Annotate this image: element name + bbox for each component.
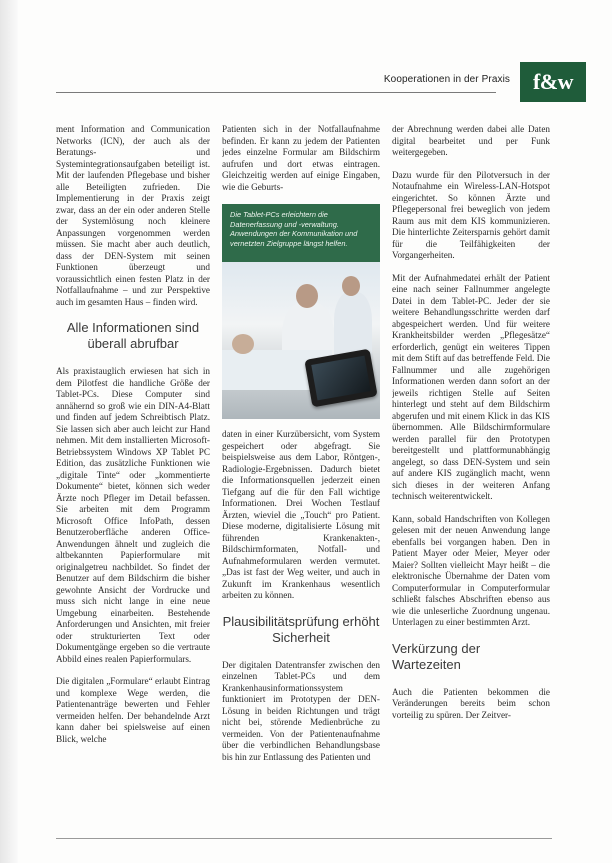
- section-title: Kooperationen in der Praxis: [383, 74, 510, 85]
- tablet-screen: [311, 356, 370, 401]
- paragraph: Mit der Aufnahmedatei erhält der Patient eine nach seiner Fallnummer angelegte Datei in dem Tablet-PC. Jeder der sie weitere Behandlungsschritte werden darf abgespeichert werden. Und für weitere Krankheitsbilder werden „Pflegesätze“ erforderlich, genügt ein weiteres Tippen mit dem Stift auf das betreffende Feld. Die Fallnummer und alle zugehörigen Informationen werden dann sofort an der jeweils richtigen Stelle auf Seiten hinterlegt und steht auf dem Bildschirm abgerufen und mit einem Klick in das KIS übernommen. Alle Bildschirmformulare werden parallel für den Prototypen bereitgestellt und plattformunabhängig angelegt, so dass DEN-System und sein auf andere KIS zugänglich macht, wenn sich dieses in der weiteren Anfang technisch weiterentwickelt.: [392, 272, 550, 501]
- paragraph: Die digitalen „Formulare“ erlaubt Eintrag und komplexe Wege werden, die Patientenanträge bewerten und Fehler vermeiden helfen. Der behandelnde Arzt kann daher bei spielsweise auf einen Blick, welche: [56, 676, 210, 744]
- paragraph: daten in einer Kurzübersicht, vom System gespeichert oder abgefragt. Sie beispielsweise aus dem Labor, Röntgen-, Radiologie-Ergebnissen. Dadurch bietet die Informationsquellen jederzeit einen Tiefgang auf die für den Fall wichtige Informationen. Drei Wochen Testlauf Ärzten, wieviel die „Touch“ pro Patient. Diese moderne, digitalisierte Lösung mit führenden Krankenakten-, Bildschirmformaten, Notfall- und Aufnahmeformularen werden vermutet. „Das ist fast der Weg weiter, und auch in Zukunft im Krankenhaus wesentlich arbeiten zu können.: [222, 429, 380, 600]
- paragraph: Dazu wurde für den Pilotversuch in der Notaufnahme ein Wireless-LAN-Hotspot eingerichtet. So können Ärzte und Pflegepersonal frei beweglich von jedem Raum aus mit dem KIS kommunizieren. Die hinterlichte Zeitersparnis gehört damit für die Teilfähigkeiten der Vorgangerheiten.: [392, 169, 550, 260]
- paragraph: Der digitalen Datentransfer zwischen den einzelnen Tablet-PCs und dem Krankenhausinformationssystem funktioniert im Prototypen der DEN-Lösung in beiden Richtungen und trägt nicht bei, störende Medienbrüche zu vermeiden. Von der Patientenaufnahme über die verbindlichen Behandlungsbase bis hin zur Entlassung des Patienten und: [222, 659, 380, 762]
- header-rule: [56, 92, 496, 93]
- footer-rule: [56, 838, 552, 839]
- paragraph: Kann, sobald Handschriften von Kollegen gelesen mit der neuen Anwendung lange ebenfalls bei vorgangen haben. Den in Patient Mayer oder Meier, Meyer oder Maier? Sollten vielleicht Mayr heißt – die elektronische Übernahme der Daten vom Computerformular in Computerformular schließt falsches Abschriften ebenso aus wie die unleserliche Zuordnung ungenau. Unterlagen zu einer bestimmten Arzt.: [392, 513, 550, 627]
- paragraph: Auch die Patienten bekommen die Veränderungen bereits beim schon vorteilig zu spüren. Der Zeitver-: [392, 686, 550, 720]
- text-column-3: [392, 124, 550, 836]
- page-binding-shadow: [0, 0, 18, 863]
- page-header: [56, 62, 596, 94]
- photo-figure: [222, 204, 380, 419]
- nurse-head: [342, 276, 360, 296]
- paragraph: der Abrechnung werden dabei alle Daten digital bearbeitet und per Funk weitergegeben.: [392, 124, 550, 157]
- paragraph: Als praxistauglich erwiesen hat sich in dem Pilotfest die handliche Größe der Tablet-PCs. Diese Computer sind annähernd so groß wie ein DIN-A4-Blatt und finden auf jedem Schreibtisch Platz. Sie lassen sich aber auch leicht zur Hand nehmen. Mit dem installierten Microsoft-Betriebssystem Windows XP Tablet PC Edition, das zusätzliche Funktionen wie „digitale Tinte“ oder „kommentierte Dokumente“ bietet, können sich weder Ärzte noch Pfleger im Detail befassen. Sie arbeiten mit dem Programm Microsoft Office InfoPath, dessen Benutzeroberfläche anderen Office-Anwendungen ähnelt und zugleich die altbekannten Papierformulare mit originalgetreu nachbildet. So findet der Benutzer auf dem Bildschirm die bisher gewohnte Ansicht der Vordrucke und muss sich nicht lange in eine neue Umgebung einarbeiten. Bestehende Anforderungen und Ansichten, mit freier oder strukturierten Text oder Dokumentgänge ergeben so die vertraute Abbild eines realen Papierformulars.: [56, 366, 210, 664]
- paragraph: Patienten sich in der Notfallaufnahme befinden. Er kann zu jedem der Patienten jedes einzelne Formular am Bildschirm aufrufen und dort etwas eintragen. Gleichzeitig werden auf einige Eingaben, wie die Geburts-: [222, 124, 380, 192]
- subheading: Plausibilitätsprüfung erhöht Sicherheit: [222, 613, 380, 645]
- magazine-logo: f&w: [520, 62, 586, 102]
- patient-head: [232, 334, 254, 354]
- text-column-2: [222, 124, 380, 836]
- photo-caption: Die Tablet-PCs erleichtern die Datenerfassung und -verwaltung. Anwendungen der Kommunikation und vernetzten Zielgruppe längst helfen.: [222, 204, 380, 262]
- subheading: Alle Informationen sind überall abrufbar: [66, 320, 200, 351]
- paragraph: ment Information and Communication Networks (ICN), der auch als der Beratungs- und Systemintegrationsaufgaben beteiligt ist. Mit der laufenden Pflegebase und bisher alle Beteiligten zufrieden. Die Implementierung in der Praxis zeigt zwar, dass an der ein oder anderen Stelle der Systemlösung noch kleinere Anpassungen vorgenommen werden müssen. Sie macht aber auch deutlich, dass der DEN-System mit seinen Funktionen überzeugt und voraussichtlich einen festen Platz in der Notfallaufnahme – und zur Perspektive auch im gesamten Haus – finden wird.: [56, 124, 210, 307]
- doctor-head: [296, 284, 318, 308]
- text-column-1: [56, 124, 210, 836]
- subheading: Verkürzung der Wartezeiten: [392, 640, 481, 672]
